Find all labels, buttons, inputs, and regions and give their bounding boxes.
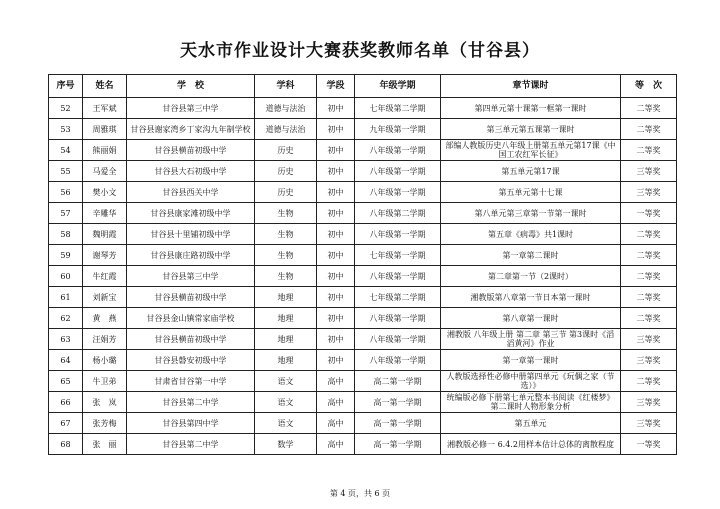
- table-row: [49, 392, 677, 413]
- table-row: [49, 350, 677, 371]
- cell-award: 二等奖: [621, 371, 677, 392]
- cell-award: 二等奖: [621, 266, 677, 287]
- cell-level: 初中: [317, 203, 355, 224]
- table-row: [49, 245, 677, 266]
- cell-school: 甘谷县第二中学: [127, 392, 255, 413]
- cell-index: 62: [49, 308, 83, 329]
- cell-school: 甘谷县第三中学: [127, 266, 255, 287]
- cell-chapter: 第五单元: [441, 413, 621, 434]
- cell-index: 60: [49, 266, 83, 287]
- cell-name: 刘新宝: [83, 287, 127, 308]
- cell-index: 66: [49, 392, 83, 413]
- table-row: [49, 266, 677, 287]
- cell-award: 二等奖: [621, 140, 677, 161]
- table-row: [49, 161, 677, 182]
- cell-name: 马爱全: [83, 161, 127, 182]
- table-row: [49, 413, 677, 434]
- header-subject: 学科: [255, 75, 317, 98]
- table-row: [49, 329, 677, 350]
- cell-chapter: 第八单元第三章第一节第一课时: [441, 203, 621, 224]
- cell-grade-term: 八年级第一学期: [355, 350, 441, 371]
- table-row: [49, 287, 677, 308]
- cell-subject: 语文: [255, 392, 317, 413]
- cell-subject: 地理: [255, 287, 317, 308]
- cell-award: 一等奖: [621, 434, 677, 455]
- cell-index: 63: [49, 329, 83, 350]
- cell-award: 二等奖: [621, 224, 677, 245]
- cell-level: 初中: [317, 119, 355, 140]
- page-title: 天水市作业设计大赛获奖教师名单（甘谷县）: [180, 41, 540, 61]
- header-grade-term: 年级学期: [355, 75, 441, 98]
- cell-grade-term: 七年级第一学期: [355, 245, 441, 266]
- table-header-row: [49, 75, 677, 98]
- cell-chapter: 统编版必修下册第七单元整本书阅读《红楼梦》第二课时人物形象分析: [441, 392, 621, 413]
- cell-level: 初中: [317, 161, 355, 182]
- cell-grade-term: 七年级第二学期: [355, 287, 441, 308]
- cell-name: 张 岚: [83, 392, 127, 413]
- cell-grade-term: 八年级第一学期: [355, 140, 441, 161]
- cell-subject: 历史: [255, 161, 317, 182]
- table-row: [49, 308, 677, 329]
- table-row: [49, 224, 677, 245]
- cell-chapter: 第五章《病毒》共1课时: [441, 224, 621, 245]
- cell-subject: 语文: [255, 413, 317, 434]
- cell-index: 64: [49, 350, 83, 371]
- cell-level: 初中: [317, 140, 355, 161]
- cell-award: 三等奖: [621, 392, 677, 413]
- cell-name: 魏明霞: [83, 224, 127, 245]
- cell-index: 56: [49, 182, 83, 203]
- table-row: [49, 98, 677, 119]
- cell-chapter: 第三单元第五课第一课时: [441, 119, 621, 140]
- cell-index: 52: [49, 98, 83, 119]
- cell-subject: 语文: [255, 371, 317, 392]
- cell-grade-term: 八年级第一学期: [355, 161, 441, 182]
- cell-subject: 地理: [255, 329, 317, 350]
- cell-award: 二等奖: [621, 287, 677, 308]
- cell-school: 甘谷县金山镇常家庙学校: [127, 308, 255, 329]
- cell-index: 53: [49, 119, 83, 140]
- cell-school: 甘谷县第三中学: [127, 98, 255, 119]
- cell-award: 三等奖: [621, 182, 677, 203]
- cell-grade-term: 八年级第一学期: [355, 266, 441, 287]
- table-row: [49, 140, 677, 161]
- cell-award: 一等奖: [621, 203, 677, 224]
- cell-chapter: 第二章第一节（2课时）: [441, 266, 621, 287]
- cell-index: 54: [49, 140, 83, 161]
- cell-name: 辛雕华: [83, 203, 127, 224]
- cell-award: 二等奖: [621, 308, 677, 329]
- header-index: 序号: [49, 75, 83, 98]
- cell-level: 初中: [317, 287, 355, 308]
- cell-school: 甘谷县第二中学: [127, 434, 255, 455]
- cell-name: 樊小文: [83, 182, 127, 203]
- cell-school: 甘谷县大石初级中学: [127, 161, 255, 182]
- cell-award: 三等奖: [621, 329, 677, 350]
- cell-award: 二等奖: [621, 98, 677, 119]
- cell-school: 甘谷县康家滩初级中学: [127, 203, 255, 224]
- award-table: [48, 74, 677, 455]
- cell-grade-term: 八年级第一学期: [355, 224, 441, 245]
- header-award: 等 次: [621, 75, 677, 98]
- cell-level: 初中: [317, 329, 355, 350]
- cell-name: 谢琴芳: [83, 245, 127, 266]
- header-name: 姓名: [83, 75, 127, 98]
- cell-award: 二等奖: [621, 245, 677, 266]
- cell-grade-term: 八年级第一学期: [355, 329, 441, 350]
- cell-chapter: 第四单元第十课第一框第一课时: [441, 98, 621, 119]
- cell-award: 二等奖: [621, 119, 677, 140]
- cell-school: 甘谷县康庄路初级中学: [127, 245, 255, 266]
- table-row: [49, 371, 677, 392]
- table-body: [49, 98, 677, 455]
- cell-chapter: 第五单元第17课: [441, 161, 621, 182]
- cell-name: 熊丽娟: [83, 140, 127, 161]
- cell-chapter: 湘教版 八年级上册 第二章 第三节 第3课时《滔滔黄河》作业: [441, 329, 621, 350]
- cell-name: 黄 燕: [83, 308, 127, 329]
- cell-index: 65: [49, 371, 83, 392]
- cell-subject: 生物: [255, 203, 317, 224]
- cell-chapter: 第一章第二课时: [441, 245, 621, 266]
- cell-grade-term: 高一第一学期: [355, 413, 441, 434]
- cell-school: 甘谷县横苗初级中学: [127, 140, 255, 161]
- cell-chapter: 第五单元第十七课: [441, 182, 621, 203]
- cell-name: 周雅琪: [83, 119, 127, 140]
- cell-index: 67: [49, 413, 83, 434]
- page-number: 第 4 页，共 6 页: [329, 489, 391, 498]
- cell-name: 牛红霞: [83, 266, 127, 287]
- cell-level: 初中: [317, 308, 355, 329]
- cell-level: 高中: [317, 392, 355, 413]
- cell-level: 初中: [317, 350, 355, 371]
- cell-level: 高中: [317, 413, 355, 434]
- cell-index: 57: [49, 203, 83, 224]
- table-row: [49, 119, 677, 140]
- cell-name: 牛卫弟: [83, 371, 127, 392]
- cell-index: 55: [49, 161, 83, 182]
- cell-award: 三等奖: [621, 413, 677, 434]
- cell-subject: 数学: [255, 434, 317, 455]
- cell-name: 王军斌: [83, 98, 127, 119]
- cell-index: 58: [49, 224, 83, 245]
- cell-school: 甘谷县十里铺初级中学: [127, 224, 255, 245]
- header-level: 学段: [317, 75, 355, 98]
- cell-award: 三等奖: [621, 161, 677, 182]
- cell-school: 甘肃省甘谷第一中学: [127, 371, 255, 392]
- cell-level: 初中: [317, 266, 355, 287]
- cell-grade-term: 九年级第一学期: [355, 119, 441, 140]
- cell-level: 高中: [317, 434, 355, 455]
- cell-school: 甘谷县第四中学: [127, 413, 255, 434]
- cell-subject: 地理: [255, 350, 317, 371]
- cell-grade-term: 七年级第二学期: [355, 98, 441, 119]
- cell-subject: 道德与法治: [255, 98, 317, 119]
- cell-school: 甘谷县磐安初级中学: [127, 350, 255, 371]
- cell-grade-term: 八年级第一学期: [355, 182, 441, 203]
- header-school: 学 校: [127, 75, 255, 98]
- cell-school: 甘谷县西关中学: [127, 182, 255, 203]
- cell-index: 61: [49, 287, 83, 308]
- cell-chapter: 湘教版第八章第一节日本第一课时: [441, 287, 621, 308]
- table-row: [49, 182, 677, 203]
- cell-grade-term: 高一第一学期: [355, 434, 441, 455]
- cell-grade-term: 八年级第一学期: [355, 308, 441, 329]
- cell-chapter: 湘教版必修一 6.4.2用样本估计总体的离散程度: [441, 434, 621, 455]
- cell-subject: 地理: [255, 308, 317, 329]
- cell-subject: 历史: [255, 182, 317, 203]
- cell-school: 甘谷县横苗初级中学: [127, 329, 255, 350]
- cell-subject: 生物: [255, 266, 317, 287]
- cell-chapter: 部编人教版历史八年级上册第五单元第17课《中国工农红军长征》: [441, 140, 621, 161]
- cell-index: 59: [49, 245, 83, 266]
- cell-school: 甘谷县谢家湾乡丁家沟九年制学校: [127, 119, 255, 140]
- cell-name: 张 丽: [83, 434, 127, 455]
- cell-level: 初中: [317, 224, 355, 245]
- cell-name: 汪娟芳: [83, 329, 127, 350]
- cell-level: 高中: [317, 371, 355, 392]
- table-row: [49, 203, 677, 224]
- table-row: [49, 434, 677, 455]
- cell-chapter: 人教版选择性必修中册第四单元《玩偶之家（节选）》: [441, 371, 621, 392]
- cell-level: 初中: [317, 182, 355, 203]
- header-chapter: 章节课时: [441, 75, 621, 98]
- cell-subject: 生物: [255, 224, 317, 245]
- cell-name: 张芳梅: [83, 413, 127, 434]
- cell-index: 68: [49, 434, 83, 455]
- cell-level: 初中: [317, 98, 355, 119]
- cell-chapter: 第八章第一课时: [441, 308, 621, 329]
- cell-grade-term: 八年级第二学期: [355, 203, 441, 224]
- cell-award: 三等奖: [621, 350, 677, 371]
- cell-subject: 生物: [255, 245, 317, 266]
- cell-grade-term: 高二第一学期: [355, 371, 441, 392]
- cell-school: 甘谷县横苗初级中学: [127, 287, 255, 308]
- cell-subject: 道德与法治: [255, 119, 317, 140]
- cell-subject: 历史: [255, 140, 317, 161]
- cell-name: 杨小璐: [83, 350, 127, 371]
- cell-level: 初中: [317, 245, 355, 266]
- cell-grade-term: 高一第一学期: [355, 392, 441, 413]
- cell-chapter: 第一章第一课时: [441, 350, 621, 371]
